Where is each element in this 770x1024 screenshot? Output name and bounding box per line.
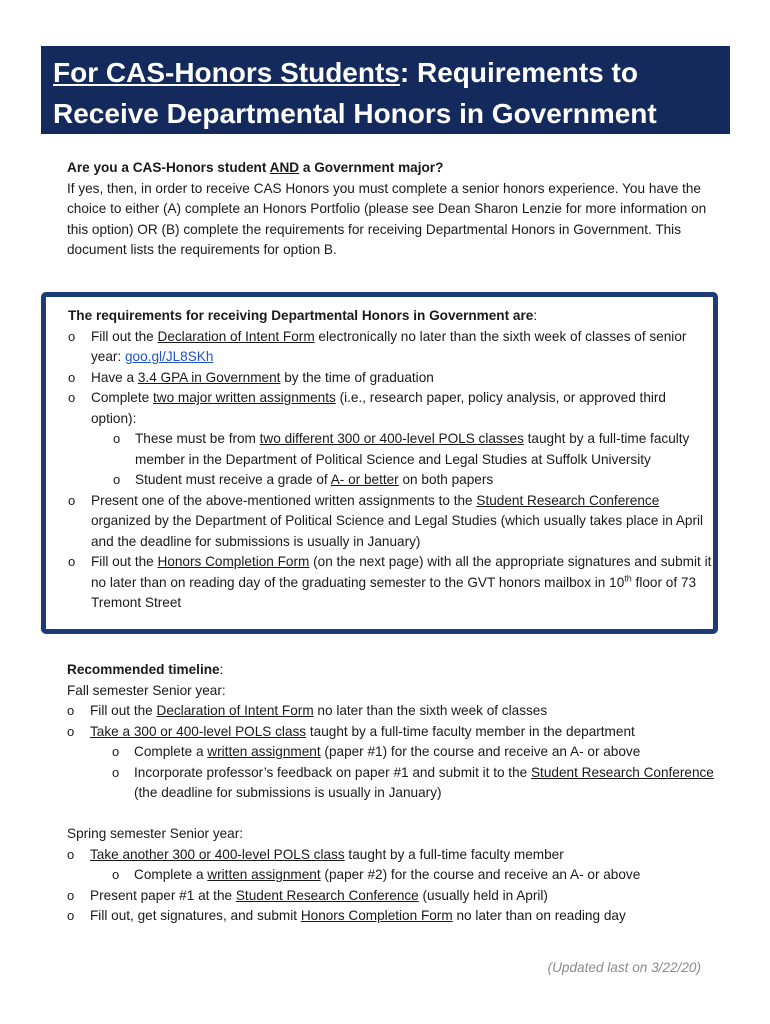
timeline-subitem: [67, 865, 727, 886]
underlined-term: Take a 300 or 400-level POLS class: [90, 723, 307, 739]
underlined-term: 3.4 GPA in Government: [137, 369, 281, 385]
timeline-text: [90, 906, 626, 927]
underlined-term: A- or better: [330, 472, 399, 487]
underlined-term: Take another 300 or 400-level POLS class: [90, 846, 345, 862]
title-underlined-prefix: For CAS-Honors Students: [53, 57, 400, 88]
document-title: [41, 46, 730, 134]
bullet-icon: o: [112, 867, 120, 882]
requirement-text: [91, 327, 713, 368]
requirements-heading: [68, 306, 713, 327]
text-run: Have a: [91, 369, 138, 385]
text-run: on both papers: [398, 472, 494, 487]
timeline-subtext: [134, 763, 727, 804]
text-run: Incorporate professor’s feedback on paper #1 and submit it to the: [134, 764, 531, 780]
underlined-term: Student Research Conference: [235, 887, 419, 903]
intro-question-and: AND: [269, 160, 300, 175]
intro-question-part: a Government major?: [299, 160, 444, 175]
title-rest: : Requirements to Receive Departmental Honors in Government: [53, 57, 657, 129]
text-run: (usually held in April): [418, 887, 548, 903]
text-run: no later than the sixth week of classes: [313, 703, 548, 718]
intro-question: [67, 158, 717, 179]
bullet-icon: o: [68, 369, 76, 385]
bullet-icon: o: [113, 472, 121, 487]
timeline-heading-colon: :: [219, 662, 224, 677]
requirements-heading-colon: :: [533, 308, 538, 323]
text-run: Student must receive a grade of: [135, 472, 331, 487]
timeline-subitem: [67, 742, 727, 763]
requirement-text: [91, 491, 713, 553]
underlined-term: two major written assignments: [152, 390, 336, 405]
text-run: taught by a full-time faculty member in the department: [306, 723, 635, 739]
requirement-subtext: [135, 470, 493, 491]
timeline-text: [90, 722, 635, 743]
bullet-icon: o: [67, 908, 75, 923]
ordinal-suffix: th: [624, 572, 632, 583]
timeline-heading: [67, 660, 727, 681]
bullet-icon: o: [113, 431, 121, 446]
text-run: taught by a full-time faculty member: [344, 846, 564, 862]
timeline-item: [67, 906, 727, 927]
bullet-icon: o: [67, 887, 75, 903]
requirement-text: [91, 368, 434, 389]
underlined-term: Honors Completion Form: [300, 908, 453, 923]
requirement-subtext: [135, 429, 713, 470]
bullet-icon: o: [112, 744, 120, 759]
text-run: organized by the Department of Political Science and Legal Studies (which usually takes place in April and the deadline for submissions is usually in January): [91, 513, 704, 549]
text-run: Fill out the: [90, 703, 157, 718]
text-run: floor of 73 Tremont Street: [91, 574, 697, 610]
requirements-heading-text: The requirements for receiving Departmental Honors in Government are: [68, 308, 534, 323]
requirement-item: [68, 327, 713, 368]
text-run: Complete: [91, 390, 153, 405]
underlined-term: two different 300 or 400-level POLS classes: [259, 431, 524, 446]
text-run: Fill out the: [91, 554, 158, 569]
text-run: by the time of graduation: [280, 369, 434, 385]
requirement-item: [68, 388, 713, 429]
text-run: Present one of the above-mentioned written assignments to the: [91, 492, 477, 508]
bullet-icon: o: [112, 764, 120, 780]
timeline-subtext: [134, 742, 640, 763]
text-run: no later than on reading day: [452, 908, 626, 923]
underlined-term: Declaration of Intent Form: [157, 328, 315, 344]
requirements-box: [41, 292, 718, 634]
requirement-subitem: [68, 429, 713, 470]
text-run: (i.e., research paper, policy analysis, or approved third option):: [91, 390, 666, 426]
text-run: Fill out, get signatures, and submit: [90, 908, 301, 923]
requirement-text: [91, 552, 713, 614]
underlined-term: Student Research Conference: [476, 492, 660, 508]
bullet-icon: o: [68, 328, 76, 344]
timeline-heading-text: Recommended timeline: [67, 662, 220, 677]
text-run: (on the next page) with all the appropriate signatures and submit it no later than on reading day of the graduating semester to the GVT honors mailbox in 10: [91, 554, 712, 590]
requirement-item: [68, 552, 713, 614]
intent-form-link[interactable]: goo.gl/JL8SKh: [125, 349, 214, 364]
underlined-term: Declaration of Intent Form: [156, 703, 314, 718]
underlined-term: written assignment: [207, 744, 321, 759]
timeline-text: [90, 701, 547, 722]
text-run: Complete a: [134, 867, 208, 882]
requirement-item: [68, 368, 713, 389]
requirement-subitem: [68, 470, 713, 491]
text-run: (the deadline for submissions is usually in January): [134, 785, 442, 800]
updated-date-footer: (Updated last on 3/22/20): [547, 960, 701, 975]
intro-paragraph: If yes, then, in order to receive CAS Honors you must complete a senior honors experience. You have the choice to either (A) complete an Honors Portfolio (please see Dean Sharon Lenzie for more information on this option) OR (B) complete the requirements for receiving Departmental Honors in Government. This document lists the requirements for option B.: [67, 180, 707, 257]
bullet-icon: o: [68, 554, 76, 569]
text-run: Present paper #1 at the: [90, 887, 236, 903]
text-run: These must be from: [135, 431, 260, 446]
spacer: [67, 804, 727, 825]
bullet-icon: o: [67, 703, 75, 718]
text-run: Fill out the: [91, 328, 158, 344]
underlined-term: written assignment: [207, 867, 321, 882]
timeline-item: [67, 845, 727, 866]
intro-question-part: Are you a CAS-Honors student: [67, 160, 270, 175]
text-run: (paper #2) for the course and receive an A- or above: [320, 867, 641, 882]
timeline-subtext: [134, 865, 640, 886]
text-run: electronically no later than the sixth week of classes of senior year:: [91, 328, 687, 364]
underlined-term: Honors Completion Form: [157, 554, 310, 569]
timeline-text: [90, 845, 564, 866]
requirement-item: [68, 491, 713, 553]
spring-heading: Spring semester Senior year:: [67, 826, 244, 841]
timeline-item: [67, 722, 727, 743]
bullet-icon: o: [68, 492, 76, 508]
timeline-section: [67, 660, 727, 927]
bullet-icon: o: [67, 723, 75, 739]
requirement-text: [91, 388, 713, 429]
timeline-subitem: [67, 763, 727, 804]
timeline-item: [67, 701, 727, 722]
text-run: Complete a: [134, 744, 208, 759]
text-run: taught by a full-time faculty member in the Department of Political Science and Legal Studies at Suffolk University: [135, 431, 690, 467]
timeline-text: [90, 886, 548, 907]
text-run: (paper #1) for the course and receive an A- or above: [320, 744, 641, 759]
bullet-icon: o: [68, 390, 76, 405]
fall-heading: Fall semester Senior year:: [67, 682, 226, 698]
bullet-icon: o: [67, 846, 75, 862]
timeline-item: [67, 886, 727, 907]
underlined-term: Student Research Conference: [530, 764, 714, 780]
intro-section: [67, 158, 717, 261]
